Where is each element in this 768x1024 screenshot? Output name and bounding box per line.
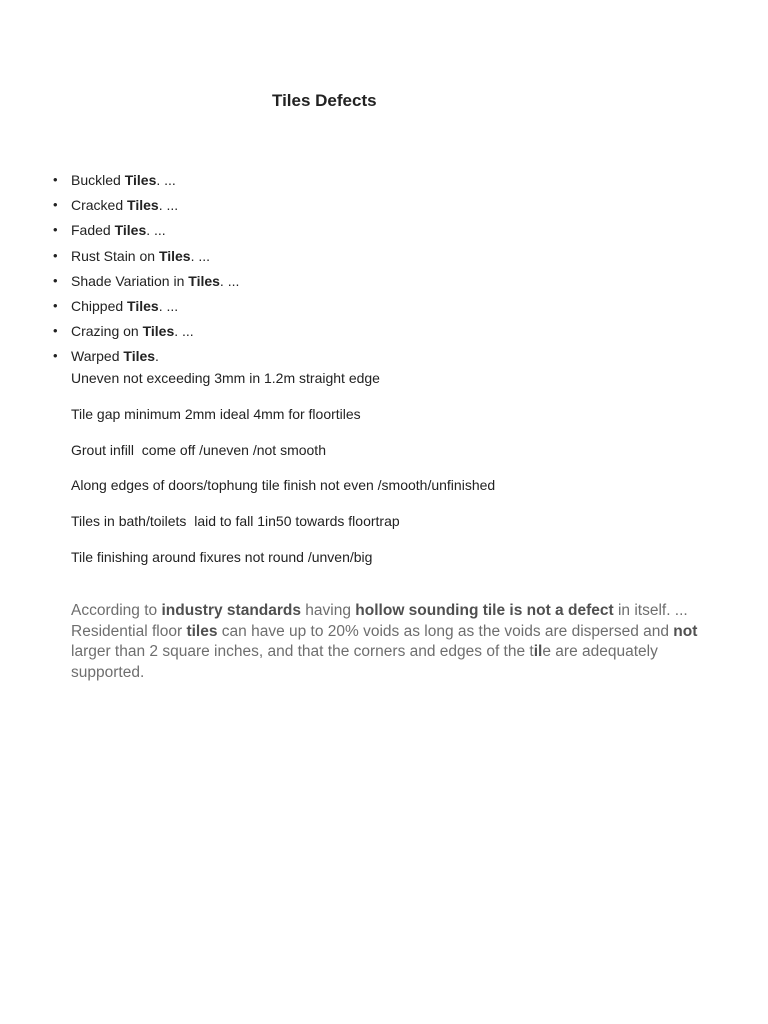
defect-text: Crazing on <box>71 323 143 340</box>
text-run: having <box>301 602 356 619</box>
text-run: in itself. ... Residential floor <box>71 602 688 640</box>
defect-text: Cracked <box>71 197 128 214</box>
list-item <box>0 296 239 321</box>
defect-text: Shade Variation in <box>71 272 189 289</box>
list-item <box>0 195 239 220</box>
defect-suffix: . ... <box>174 323 194 340</box>
note-line: Tiles in bath/toilets laid to fall 1in50 towards floortrap <box>71 513 400 530</box>
defect-keyword: Tiles <box>142 323 175 340</box>
defect-suffix: . <box>155 348 159 365</box>
list-item <box>0 246 239 271</box>
defect-text: Faded <box>71 222 115 239</box>
defect-keyword: Tiles <box>188 272 220 289</box>
bold-run: tiles <box>186 622 218 640</box>
document-title: Tiles Defects <box>272 91 377 110</box>
bold-run: il <box>533 643 543 661</box>
text-run: e are adequately supported. <box>71 643 658 681</box>
bold-run: not <box>673 622 698 640</box>
defect-suffix: . ... <box>158 197 179 214</box>
list-item <box>0 170 239 195</box>
text-run: According to <box>71 602 162 619</box>
inspection-notes <box>71 368 495 583</box>
note-line: Grout infill come off /uneven /not smooth <box>71 441 326 458</box>
defect-suffix: . ... <box>219 272 240 289</box>
defect-list <box>0 170 239 372</box>
industry-standards-paragraph <box>71 601 711 683</box>
defect-suffix: . ... <box>158 297 179 314</box>
list-item <box>0 220 239 245</box>
defect-suffix: . ... <box>146 222 166 239</box>
note-line: Along edges of doors/tophung tile finish not even /smooth/unfinished <box>71 477 496 494</box>
defect-text: Warped <box>71 348 124 365</box>
text-run: larger than 2 square inches, and that the corners and edges of the t <box>71 643 534 661</box>
defect-keyword: Tiles <box>123 348 156 365</box>
note-line: Tile gap minimum 2mm ideal 4mm for floortiles <box>71 405 361 422</box>
defect-keyword: Tiles <box>114 222 147 239</box>
bold-run: hollow sounding tile is not a defect <box>355 602 614 619</box>
list-item <box>0 271 239 296</box>
note-line: Uneven not exceeding 3mm in 1.2m straight edge <box>71 370 380 386</box>
defect-keyword: Tiles <box>124 172 157 188</box>
defect-text: Chipped <box>71 297 128 314</box>
defect-suffix: . ... <box>190 247 211 264</box>
defect-keyword: Tiles <box>158 247 191 264</box>
defect-suffix: . ... <box>156 172 176 188</box>
bold-run: industry standards <box>161 602 301 619</box>
defect-keyword: Tiles <box>127 197 159 214</box>
defect-text: Buckled <box>71 172 125 188</box>
defect-keyword: Tiles <box>127 297 159 314</box>
text-run: can have up to 20% voids as long as the voids are dispersed and <box>217 622 674 640</box>
list-item <box>0 321 239 346</box>
note-line: Tile finishing around fixures not round /unven/big <box>71 548 373 565</box>
defect-text: Rust Stain on <box>71 247 159 264</box>
